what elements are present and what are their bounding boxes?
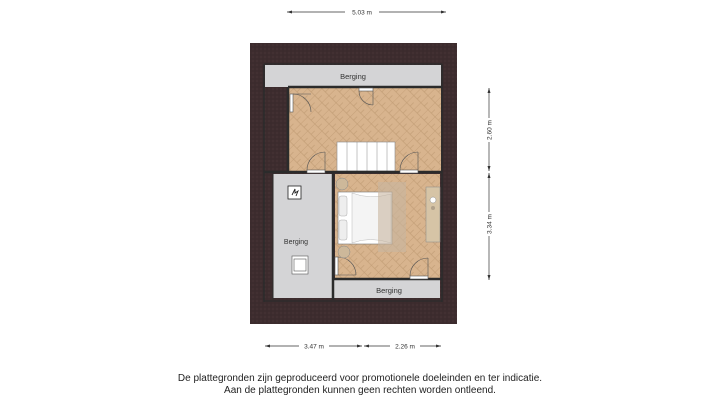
storage-left-floor (273, 174, 333, 298)
disclaimer-line-2: Aan de plattegronden kunnen geen rechten worden ontleend. (224, 385, 496, 396)
nightstand-top-icon (336, 178, 348, 190)
dimension-right-lower-label: 3.34 m (486, 214, 494, 234)
dimension-right-upper (485, 88, 494, 171)
dimension-right-upper-label: 2.60 m (486, 120, 494, 140)
laundry-icon (292, 256, 308, 274)
disclaimer-line-1: De plattegronden zijn geproduceerd voor promotionele doeleinden en ter indicatie. (177, 373, 543, 384)
staircase (337, 142, 395, 171)
dimension-bottom-right-label: 2.26 m (395, 343, 415, 351)
desk (426, 187, 440, 242)
dimension-bottom-left-label: 3.47 m (304, 343, 324, 351)
room-label-berging-bottom: Berging (376, 286, 402, 295)
disclaimer (0, 373, 720, 397)
dimension-top-label: 5.03 m (352, 9, 372, 17)
room-label-berging-top: Berging (340, 72, 366, 81)
dimension-top (287, 8, 446, 17)
dimension-bottom-right (364, 342, 441, 351)
dimension-right-lower (485, 173, 494, 280)
dimension-bottom-left (265, 342, 362, 351)
room-label-berging-left: Berging (283, 239, 309, 246)
rug (378, 182, 406, 252)
nightstand-bottom-icon (338, 246, 350, 258)
boiler-icon (288, 186, 301, 199)
